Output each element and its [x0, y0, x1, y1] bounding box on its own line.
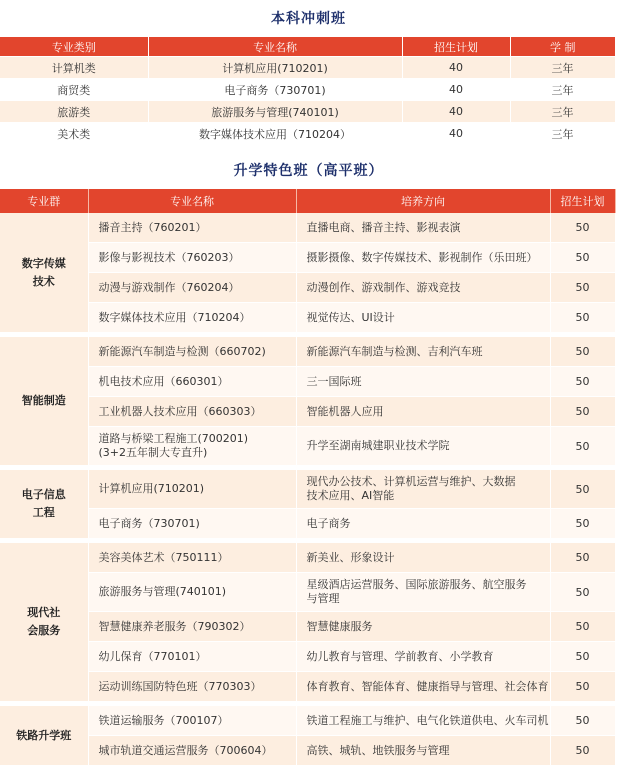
- group-cell: 数字传媒 技术: [0, 213, 88, 333]
- plan-cell: 50: [550, 672, 615, 702]
- plan-cell: 50: [550, 243, 615, 273]
- major-cell: 城市轨道交通运营服务（700604）: [88, 736, 296, 766]
- table-row: [0, 736, 615, 766]
- plan-cell: 50: [550, 470, 615, 509]
- plan-cell: 50: [550, 337, 615, 367]
- major-cell: 道路与桥梁工程施工(700201) (3+2五年制大专直升): [88, 427, 296, 466]
- direction-cell: 三一国际班: [296, 367, 550, 397]
- plan-cell: 50: [550, 612, 615, 642]
- table-row: [0, 101, 615, 123]
- major-cell: 电子商务（730701): [148, 79, 402, 101]
- plan-cell: 50: [550, 642, 615, 672]
- direction-cell: 新能源汽车制造与检测、吉利汽车班: [296, 337, 550, 367]
- major-cell: 旅游服务与管理(740101): [148, 101, 402, 123]
- plan-cell: 50: [550, 427, 615, 466]
- years-cell: 三年: [510, 57, 615, 79]
- section2-title: 升学特色班（高平班）: [233, 163, 384, 179]
- group-cell: 智能制造: [0, 337, 88, 466]
- major-cell: 动漫与游戏制作（760204）: [88, 273, 296, 303]
- major-cell: 数字媒体技术应用（710204）: [88, 303, 296, 333]
- direction-cell: 直播电商、播音主持、影视表演: [296, 213, 550, 243]
- header-plan: 招生计划: [402, 37, 510, 57]
- table-row: [0, 672, 615, 702]
- table-row: [0, 642, 615, 672]
- years-cell: 三年: [510, 123, 615, 145]
- table-row: [0, 612, 615, 642]
- direction-cell: 幼儿教育与管理、学前教育、小学教育: [296, 642, 550, 672]
- direction-cell: 新美业、形象设计: [296, 543, 550, 573]
- plan-cell: 50: [550, 303, 615, 333]
- plan-cell: 50: [550, 706, 615, 736]
- direction-cell: 智慧健康服务: [296, 612, 550, 642]
- major-cell: 电子商务（730701): [88, 509, 296, 539]
- major-cell: 旅游服务与管理(740101): [88, 573, 296, 612]
- major-cell: 运动训练国防特色班（770303）: [88, 672, 296, 702]
- table-row: [0, 213, 615, 243]
- direction-cell: 铁道工程施工与维护、电气化铁道供电、火车司机: [296, 706, 550, 736]
- major-cell: 计算机应用(710201): [88, 470, 296, 509]
- category-cell: 美术类: [0, 123, 148, 145]
- category-cell: 计算机类: [0, 57, 148, 79]
- table2-header-row: [0, 189, 615, 213]
- group-cell: 现代社 会服务: [0, 543, 88, 702]
- major-cell: 影像与影视技术（760203）: [88, 243, 296, 273]
- major-cell: 新能源汽车制造与检测（660702): [88, 337, 296, 367]
- table-row: [0, 57, 615, 79]
- plan-cell: 40: [402, 57, 510, 79]
- direction-cell: 现代办公技术、计算机运营与维护、大数据 技术应用、AI智能: [296, 470, 550, 509]
- category-cell: 商贸类: [0, 79, 148, 101]
- undergraduate-sprint-table: [0, 37, 616, 144]
- direction-cell: 升学至湖南城建职业技术学院: [296, 427, 550, 466]
- major-cell: 机电技术应用（660301）: [88, 367, 296, 397]
- header-years: 学 制: [510, 37, 615, 57]
- plan-cell: 40: [402, 123, 510, 145]
- plan-cell: 50: [550, 397, 615, 427]
- table-row: [0, 123, 615, 145]
- header-major: 专业名称: [88, 189, 296, 213]
- header-major: 专业名称: [148, 37, 402, 57]
- table-row: [0, 427, 615, 466]
- direction-cell: 动漫创作、游戏制作、游戏竞技: [296, 273, 550, 303]
- table-row: [0, 79, 615, 101]
- major-cell: 美容美体艺术（750111）: [88, 543, 296, 573]
- table-row: [0, 470, 615, 509]
- header-group: 专业群: [0, 189, 88, 213]
- plan-cell: 50: [550, 509, 615, 539]
- plan-cell: 50: [550, 543, 615, 573]
- plan-cell: 50: [550, 273, 615, 303]
- direction-cell: 电子商务: [296, 509, 550, 539]
- years-cell: 三年: [510, 101, 615, 123]
- table-row: [0, 543, 615, 573]
- plan-cell: 40: [402, 101, 510, 123]
- plan-cell: 50: [550, 736, 615, 766]
- major-cell: 播音主持（760201）: [88, 213, 296, 243]
- header-direction: 培养方向: [296, 189, 550, 213]
- years-cell: 三年: [510, 79, 615, 101]
- table-row: [0, 303, 615, 333]
- table-row: [0, 337, 615, 367]
- table-row: [0, 273, 615, 303]
- plan-cell: 40: [402, 79, 510, 101]
- major-cell: 工业机器人技术应用（660303）: [88, 397, 296, 427]
- header-category: 专业类别: [0, 37, 148, 57]
- major-cell: 幼儿保育（770101）: [88, 642, 296, 672]
- major-cell: 数字媒体技术应用（710204）: [148, 123, 402, 145]
- table-row: [0, 706, 615, 736]
- table1-header-row: [0, 37, 615, 57]
- table-row: [0, 573, 615, 612]
- featured-class-table: [0, 189, 616, 766]
- direction-cell: 视觉传达、UI设计: [296, 303, 550, 333]
- category-cell: 旅游类: [0, 101, 148, 123]
- table-row: [0, 243, 615, 273]
- direction-cell: 星级酒店运营服务、国际旅游服务、航空服务 与管理: [296, 573, 550, 612]
- group-cell: 铁路升学班: [0, 706, 88, 766]
- plan-cell: 50: [550, 367, 615, 397]
- group-cell: 电子信息 工程: [0, 470, 88, 539]
- section1-title: 本科冲刺班: [271, 11, 346, 27]
- major-cell: 计算机应用(710201): [148, 57, 402, 79]
- table-row: [0, 397, 615, 427]
- header-plan: 招生计划: [550, 189, 615, 213]
- table-row: [0, 367, 615, 397]
- direction-cell: 摄影摄像、数字传媒技术、影视制作（乐田班）: [296, 243, 550, 273]
- direction-cell: 高铁、城轨、地铁服务与管理: [296, 736, 550, 766]
- major-cell: 智慧健康养老服务（790302）: [88, 612, 296, 642]
- table-row: [0, 509, 615, 539]
- direction-cell: 智能机器人应用: [296, 397, 550, 427]
- plan-cell: 50: [550, 573, 615, 612]
- major-cell: 铁道运输服务（700107）: [88, 706, 296, 736]
- plan-cell: 50: [550, 213, 615, 243]
- direction-cell: 体育教育、智能体育、健康指导与管理、社会体育: [296, 672, 550, 702]
